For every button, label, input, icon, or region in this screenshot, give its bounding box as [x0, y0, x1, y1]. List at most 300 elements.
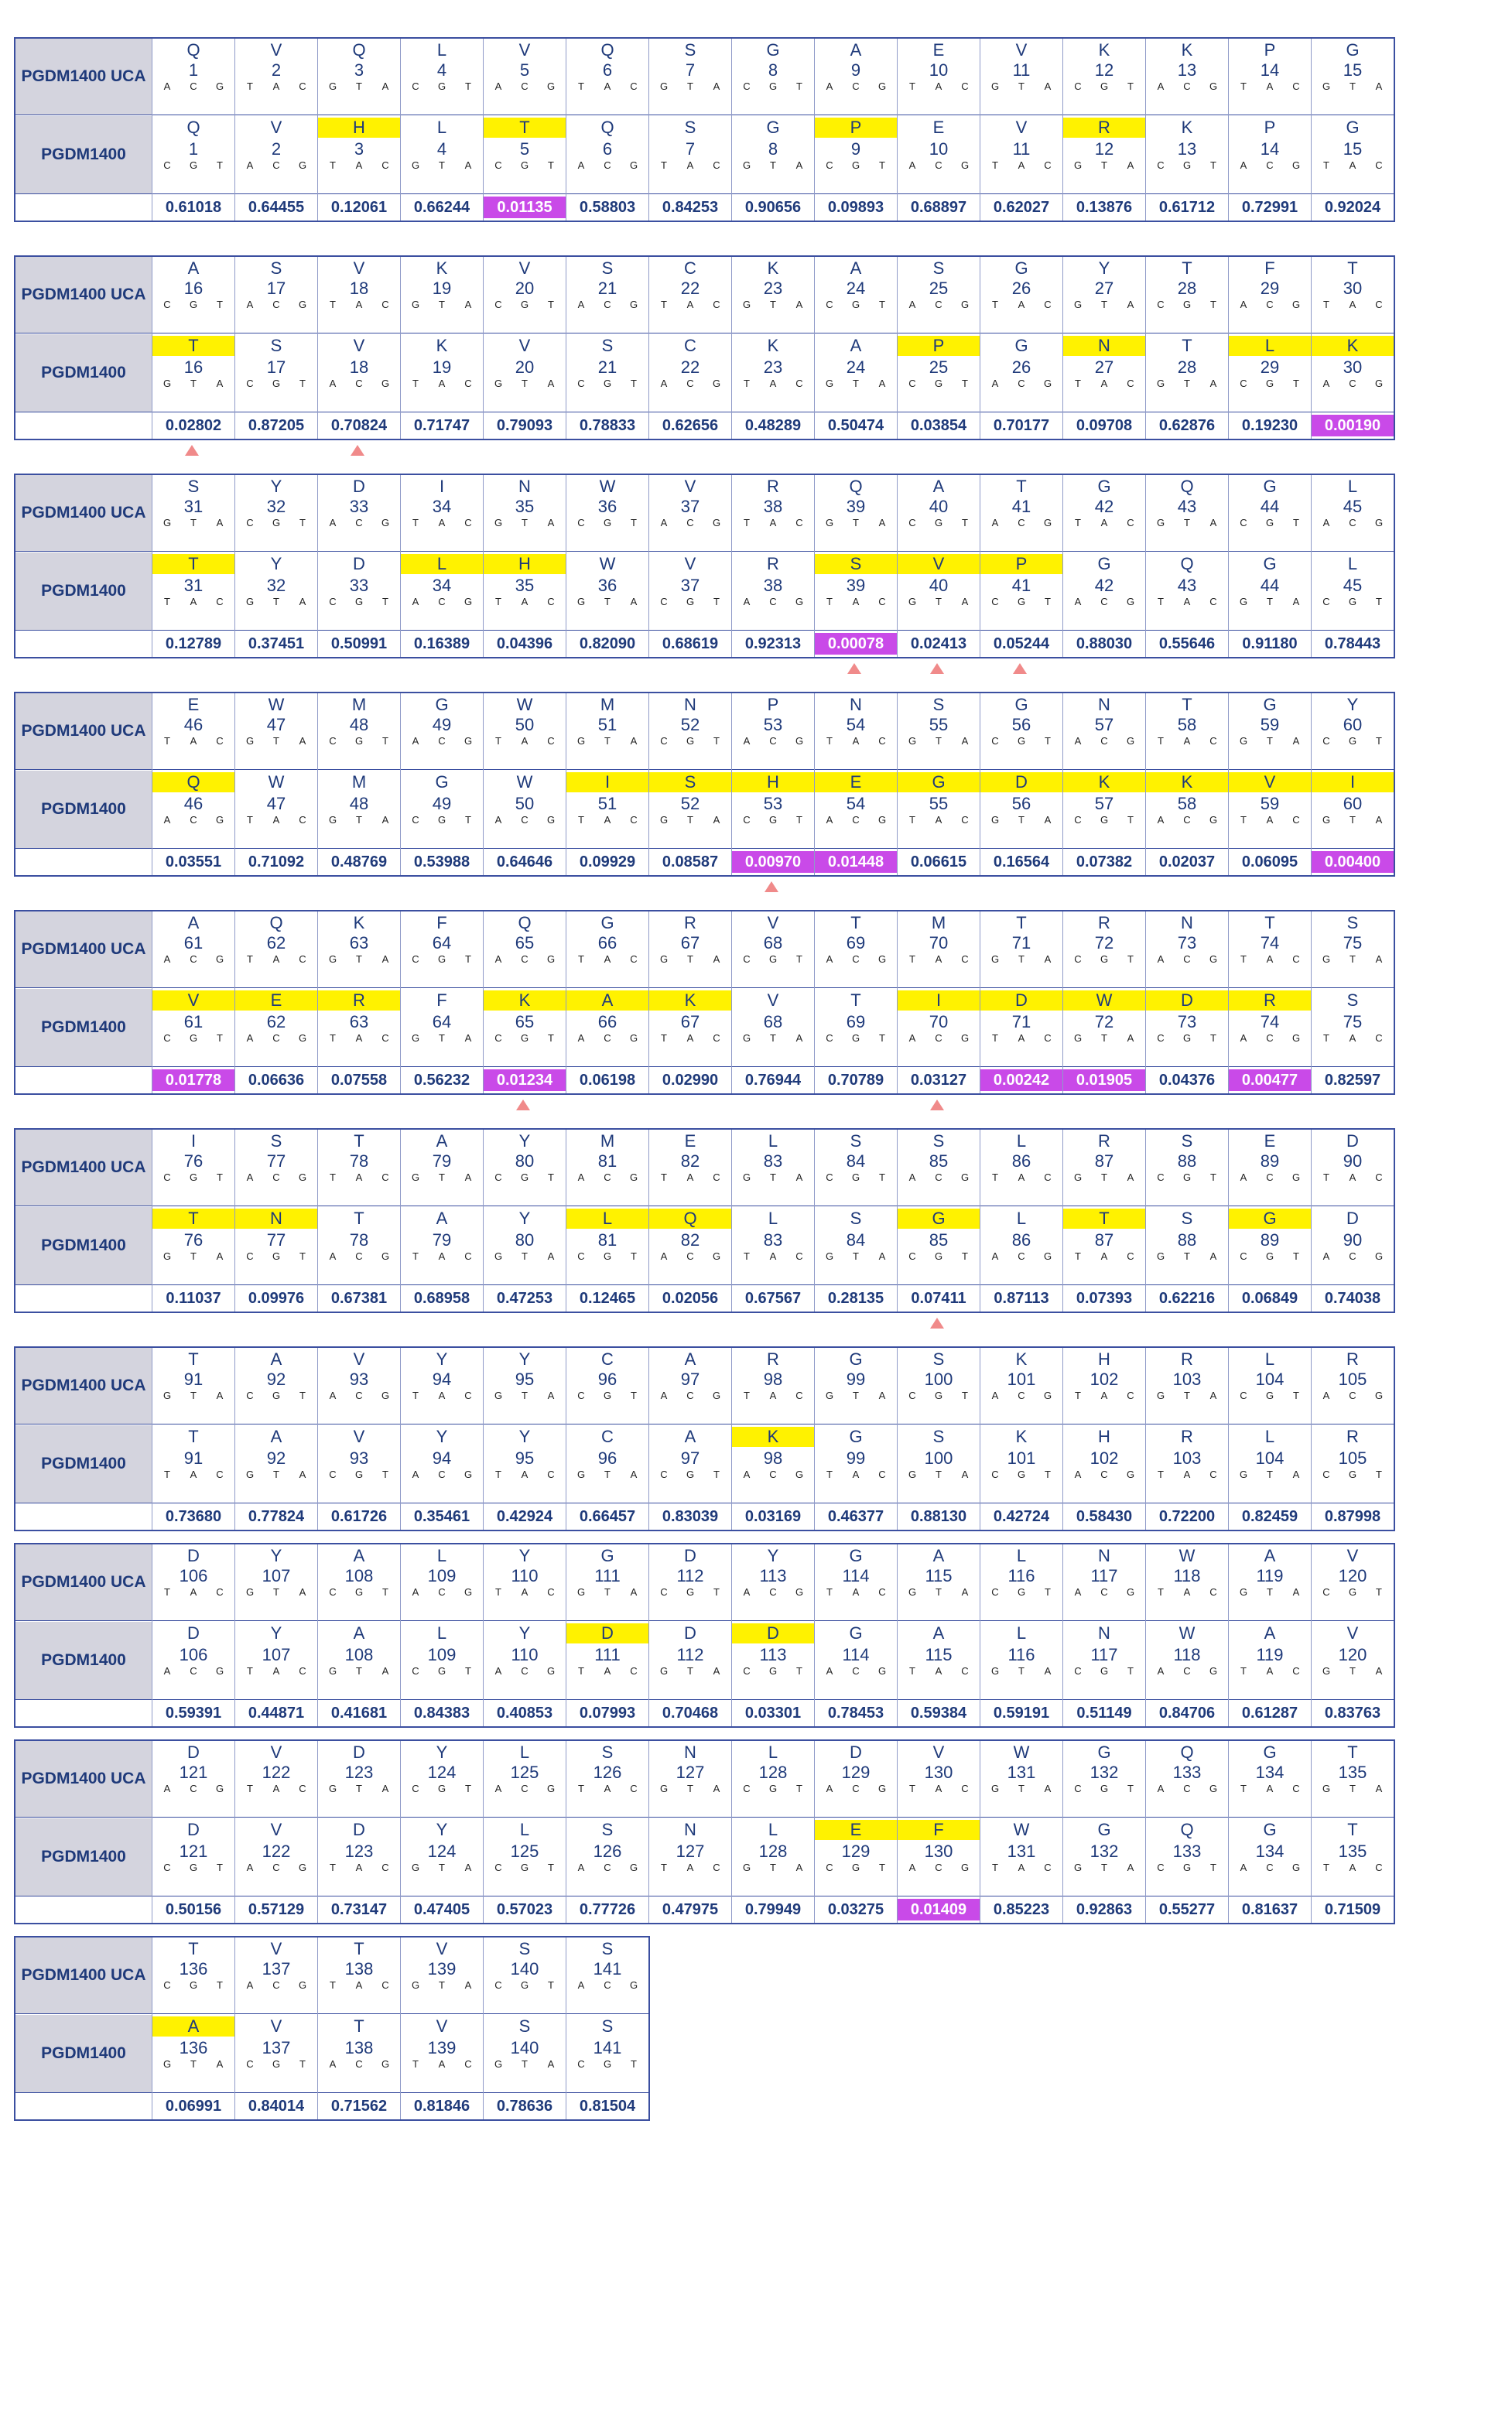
nucleotide: G	[742, 159, 751, 171]
p-value: 0.00078	[815, 633, 897, 655]
uca-position: 90	[1343, 1151, 1363, 1171]
selection-arrow-icon	[765, 881, 778, 892]
mature-residue: Q	[152, 772, 234, 792]
p-value: 0.04376	[1158, 1072, 1216, 1089]
nucleotide: C	[1292, 814, 1300, 826]
uca-codon	[982, 1783, 1061, 1794]
mature-residue: G	[1097, 554, 1111, 573]
uca-residue: G	[1097, 1743, 1111, 1762]
nucleotide: A	[1349, 1862, 1356, 1873]
nucleotide: A	[216, 2058, 224, 2070]
uca-codon	[734, 953, 812, 965]
nucleotide: G	[1348, 1586, 1357, 1598]
nucleotide: T	[796, 953, 802, 965]
residue-column	[1062, 257, 1145, 439]
nucleotide: C	[1100, 735, 1108, 747]
uca-codon	[982, 1171, 1061, 1183]
nucleotide: G	[1374, 1250, 1384, 1262]
residue-column	[317, 1348, 400, 1530]
residue-column	[152, 39, 234, 221]
nucleotide: G	[546, 1783, 556, 1794]
mature-position: 51	[597, 794, 617, 813]
nucleotide: G	[908, 596, 917, 607]
mature-codon	[320, 378, 399, 389]
mature-codon	[568, 596, 647, 607]
nucleotide: G	[272, 1250, 281, 1262]
nucleotide: C	[1044, 159, 1052, 171]
nucleotide: A	[1322, 517, 1330, 528]
nucleotide: G	[1239, 596, 1248, 607]
nucleotide: A	[494, 953, 502, 965]
nucleotide: A	[826, 1665, 833, 1677]
uca-position: 42	[1094, 497, 1114, 516]
p-value: 0.06636	[248, 1072, 305, 1089]
mature-codon	[320, 159, 399, 171]
nucleotide: C	[1183, 1665, 1191, 1677]
residue-column	[1311, 911, 1394, 1093]
uca-position: 128	[758, 1763, 788, 1782]
p-value: 0.50991	[330, 635, 388, 652]
uca-residue: W	[1013, 1743, 1030, 1762]
nucleotide: T	[1240, 1783, 1247, 1794]
uca-position: 39	[846, 497, 866, 516]
nucleotide: G	[960, 159, 970, 171]
mature-codon	[154, 1032, 233, 1044]
uca-codon	[1230, 299, 1309, 310]
uca-residue: P	[1264, 40, 1276, 60]
uca-residue: G	[1263, 477, 1277, 496]
nucleotide: T	[879, 299, 885, 310]
mature-residue: Y	[518, 1427, 531, 1446]
uca-codon	[402, 1171, 481, 1183]
uca-codon	[1148, 1586, 1226, 1598]
mature-codon	[237, 1250, 316, 1262]
nucleotide: C	[604, 159, 611, 171]
nucleotide: A	[381, 814, 389, 826]
mature-residue: W	[1013, 1820, 1030, 1839]
uca-row-label: PGDM1400 UCA	[15, 1937, 152, 2013]
uca-codon	[1313, 299, 1392, 310]
mature-codon	[1313, 596, 1392, 607]
p-value: 0.01135	[484, 197, 566, 218]
uca-residue: E	[684, 1131, 696, 1151]
nucleotide: A	[246, 1862, 254, 1873]
uca-position: 19	[432, 279, 452, 298]
nucleotide: C	[547, 735, 555, 747]
nucleotide: A	[1074, 735, 1082, 747]
uca-residue: T	[1347, 1743, 1358, 1762]
mature-codon	[982, 1032, 1061, 1044]
residue-column	[317, 693, 400, 875]
nucleotide: A	[1209, 1390, 1217, 1401]
mature-codon	[485, 1032, 564, 1044]
nucleotide: A	[630, 735, 638, 747]
nucleotide: G	[768, 814, 778, 826]
mature-residue: I	[566, 772, 648, 792]
nucleotide: C	[1375, 1862, 1383, 1873]
mature-residue: M	[351, 772, 367, 792]
mature-residue: K	[767, 336, 779, 355]
uca-residue: K	[1098, 40, 1110, 60]
p-value: 0.07382	[1076, 853, 1133, 870]
nucleotide: A	[686, 1032, 694, 1044]
nucleotide: G	[411, 299, 420, 310]
mature-residue: P	[815, 118, 897, 138]
mature-codon	[154, 814, 233, 826]
mature-position: 49	[432, 794, 452, 813]
p-value: 0.19230	[1241, 417, 1298, 434]
nucleotide: A	[743, 596, 751, 607]
nucleotide: G	[825, 1250, 834, 1262]
nucleotide: A	[713, 1665, 720, 1677]
uca-codon	[237, 735, 316, 747]
nucleotide: A	[381, 1783, 389, 1794]
mature-position: 1	[188, 139, 199, 159]
mature-position: 29	[1260, 357, 1280, 377]
uca-position: 1	[188, 60, 199, 80]
nucleotide: A	[547, 378, 555, 389]
nucleotide: T	[796, 1783, 802, 1794]
mature-residue: S	[601, 336, 614, 355]
nucleotide: C	[852, 814, 860, 826]
p-value: 0.92863	[1076, 1901, 1133, 1918]
nucleotide: C	[630, 1783, 638, 1794]
uca-position: 20	[515, 279, 535, 298]
mature-row-label: PGDM1400	[15, 552, 152, 630]
residue-column	[980, 1348, 1062, 1530]
residue-column	[731, 693, 814, 875]
mature-position: 7	[685, 139, 696, 159]
uca-residue: T	[1264, 913, 1275, 932]
p-value: 0.50156	[165, 1901, 222, 1918]
uca-residue: E	[932, 40, 945, 60]
uca-codon	[568, 517, 647, 528]
nucleotide: A	[577, 1979, 585, 1991]
residue-column	[1062, 1544, 1145, 1726]
uca-row-label: PGDM1400 UCA	[15, 693, 152, 769]
p-value: 0.78443	[1324, 635, 1381, 652]
p-value: 0.42724	[993, 1508, 1050, 1525]
nucleotide: T	[1210, 299, 1216, 310]
nucleotide: A	[272, 1783, 280, 1794]
mature-codon	[154, 2058, 233, 2070]
nucleotide: C	[686, 1390, 694, 1401]
nucleotide: C	[1018, 1250, 1025, 1262]
nucleotide: T	[382, 596, 388, 607]
nucleotide: C	[1044, 1862, 1052, 1873]
nucleotide: T	[1045, 1586, 1051, 1598]
mature-residue: S	[684, 118, 696, 137]
uca-codon	[982, 735, 1061, 747]
uca-position: 40	[929, 497, 949, 516]
uca-position: 125	[510, 1763, 539, 1782]
nucleotide: C	[577, 1390, 585, 1401]
p-value: 0.58803	[579, 199, 636, 216]
p-value: 0.64455	[248, 199, 305, 216]
uca-position: 89	[1260, 1151, 1280, 1171]
mature-codon	[899, 1469, 978, 1480]
nucleotide: T	[1101, 299, 1107, 310]
nucleotide: G	[1017, 596, 1026, 607]
mature-residue: D	[1346, 1209, 1359, 1228]
uca-residue: M	[931, 913, 946, 932]
nucleotide: A	[1240, 299, 1247, 310]
nucleotide: T	[164, 735, 170, 747]
nucleotide: A	[630, 596, 638, 607]
nucleotide: G	[546, 953, 556, 965]
mature-residue: L	[1016, 1209, 1027, 1228]
uca-codon	[651, 517, 730, 528]
nucleotide: G	[215, 1665, 224, 1677]
mature-residue: K	[484, 990, 566, 1011]
nucleotide: G	[1239, 1469, 1248, 1480]
mature-position: 44	[1260, 576, 1280, 595]
nucleotide: G	[659, 80, 669, 92]
uca-codon	[734, 1586, 812, 1598]
mature-position: 73	[1177, 1012, 1197, 1031]
nucleotide: G	[934, 378, 943, 389]
mature-codon	[1148, 1665, 1226, 1677]
nucleotide: T	[936, 1586, 942, 1598]
mature-residue: L	[401, 554, 483, 574]
nucleotide: G	[1126, 1586, 1135, 1598]
uca-position: 51	[597, 715, 617, 734]
uca-codon	[1313, 1783, 1392, 1794]
p-value: 0.67381	[330, 1290, 388, 1307]
nucleotide: G	[1017, 1469, 1026, 1480]
nucleotide: G	[629, 1032, 638, 1044]
mature-position: 118	[1173, 1645, 1201, 1664]
nucleotide: C	[494, 159, 502, 171]
nucleotide: G	[576, 735, 586, 747]
nucleotide: A	[577, 159, 585, 171]
mature-residue: V	[270, 118, 282, 137]
uca-residue: A	[932, 1546, 945, 1565]
residue-column	[1145, 257, 1228, 439]
p-value: 0.01234	[484, 1069, 566, 1091]
mature-codon	[651, 1032, 730, 1044]
mature-codon	[237, 1665, 316, 1677]
nucleotide: G	[1209, 1783, 1218, 1794]
nucleotide: A	[686, 1171, 694, 1183]
mature-residue: L	[1229, 336, 1311, 356]
residue-column	[1311, 475, 1394, 657]
mature-codon	[320, 1665, 399, 1677]
uca-residue: S	[270, 1131, 282, 1151]
uca-codon	[237, 299, 316, 310]
mature-codon	[734, 1250, 812, 1262]
residue-column	[152, 693, 234, 875]
mature-residue: Q	[649, 1209, 731, 1229]
nucleotide: G	[1348, 596, 1357, 607]
nucleotide: A	[464, 1171, 472, 1183]
uca-position: 137	[262, 1959, 291, 1979]
p-value: 0.87998	[1324, 1508, 1381, 1525]
uca-position: 74	[1260, 933, 1280, 952]
nucleotide: C	[795, 378, 803, 389]
uca-position: 79	[432, 1151, 452, 1171]
nucleotide: T	[465, 1665, 471, 1677]
nucleotide: A	[464, 1032, 472, 1044]
uca-residue: S	[601, 1939, 614, 1958]
uca-codon	[982, 1586, 1061, 1598]
uca-residue: Y	[270, 1546, 282, 1565]
uca-codon	[568, 953, 647, 965]
uca-codon	[154, 953, 233, 965]
nucleotide: G	[298, 299, 307, 310]
residue-column	[814, 1544, 897, 1726]
p-value: 0.70177	[993, 417, 1050, 434]
nucleotide: C	[604, 1032, 611, 1044]
nucleotide: G	[1265, 378, 1274, 389]
residue-column	[648, 1544, 731, 1726]
uca-position: 113	[759, 1566, 787, 1585]
nucleotide: C	[494, 1979, 502, 1991]
residue-column	[980, 1130, 1062, 1312]
nucleotide: T	[217, 1862, 223, 1873]
nucleotide: G	[742, 1862, 751, 1873]
nucleotide: G	[1100, 1783, 1109, 1794]
uca-codon	[237, 1586, 316, 1598]
nucleotide: G	[328, 80, 337, 92]
nucleotide: C	[1157, 1171, 1165, 1183]
uca-residue: Q	[600, 40, 614, 60]
nucleotide: T	[879, 159, 885, 171]
p-value: 0.12061	[330, 199, 388, 216]
nucleotide: T	[1240, 814, 1247, 826]
mature-codon	[1230, 596, 1309, 607]
nucleotide: T	[1158, 1586, 1164, 1598]
selection-arrow-icon	[185, 445, 199, 456]
nucleotide: A	[935, 814, 942, 826]
nucleotide: A	[1375, 80, 1383, 92]
nucleotide: A	[381, 953, 389, 965]
mature-residue: L	[1016, 1623, 1027, 1643]
nucleotide: G	[742, 1032, 751, 1044]
nucleotide: C	[216, 1469, 224, 1480]
nucleotide: G	[162, 517, 172, 528]
nucleotide: C	[961, 1665, 969, 1677]
residue-column	[152, 1130, 234, 1312]
uca-residue: I	[190, 1131, 197, 1151]
nucleotide: G	[960, 1171, 970, 1183]
residue-column	[980, 911, 1062, 1093]
uca-residue: V	[684, 477, 696, 496]
residue-column	[152, 911, 234, 1093]
nucleotide: G	[686, 596, 695, 607]
nucleotide: A	[878, 378, 886, 389]
mature-codon	[1230, 1250, 1309, 1262]
uca-residue: T	[188, 1349, 199, 1369]
nucleotide: G	[272, 2058, 281, 2070]
nucleotide: C	[686, 1250, 694, 1262]
residue-column	[814, 475, 897, 657]
mature-codon	[1230, 1665, 1309, 1677]
mature-residue: K	[1312, 336, 1394, 356]
residue-column	[483, 257, 566, 439]
p-value: 0.06615	[910, 853, 967, 870]
nucleotide: A	[991, 1250, 999, 1262]
uca-codon	[485, 1783, 564, 1794]
nucleotide: G	[960, 1862, 970, 1873]
p-value: 0.88030	[1076, 635, 1133, 652]
uca-residue: G	[435, 695, 449, 714]
nucleotide: C	[878, 735, 886, 747]
uca-codon	[402, 80, 481, 92]
nucleotide: C	[1074, 1783, 1082, 1794]
mature-codon	[237, 2058, 316, 2070]
nucleotide: T	[604, 1469, 611, 1480]
uca-codon	[320, 735, 399, 747]
nucleotide: G	[576, 1469, 586, 1480]
mature-residue: T	[1063, 1209, 1145, 1229]
mature-codon	[1230, 159, 1309, 171]
nucleotide: T	[631, 1250, 637, 1262]
nucleotide: G	[162, 1390, 172, 1401]
uca-codon	[237, 1171, 316, 1183]
p-value: 0.62216	[1158, 1290, 1216, 1307]
uca-position: 121	[179, 1763, 208, 1782]
uca-codon	[154, 1390, 233, 1401]
nucleotide: A	[713, 1783, 720, 1794]
mature-position: 38	[763, 576, 783, 595]
nucleotide: A	[1018, 159, 1025, 171]
mature-residue: G	[435, 772, 449, 792]
nucleotide: T	[1075, 1250, 1081, 1262]
nucleotide: A	[1018, 1862, 1025, 1873]
nucleotide: T	[1293, 378, 1299, 389]
uca-position: 88	[1177, 1151, 1197, 1171]
nucleotide: T	[465, 1783, 471, 1794]
nucleotide: A	[163, 814, 171, 826]
nucleotide: A	[769, 1390, 777, 1401]
uca-residue: S	[1346, 913, 1359, 932]
uca-position: 54	[846, 715, 866, 734]
uca-row-label: PGDM1400 UCA	[15, 911, 152, 987]
uca-codon	[1230, 1783, 1309, 1794]
nucleotide: T	[522, 1390, 528, 1401]
residue-column	[814, 1348, 897, 1530]
mature-codon	[899, 159, 978, 171]
nucleotide: G	[1209, 1665, 1218, 1677]
nucleotide: C	[935, 299, 942, 310]
nucleotide: G	[1073, 1862, 1083, 1873]
residue-column	[152, 1544, 234, 1726]
nucleotide: A	[355, 299, 363, 310]
nucleotide: C	[381, 159, 389, 171]
nucleotide: T	[687, 1783, 693, 1794]
mature-residue: V	[353, 336, 365, 355]
uca-residue: F	[1264, 258, 1275, 278]
uca-position: 11	[1012, 60, 1031, 80]
uca-row-label: PGDM1400 UCA	[15, 1544, 152, 1620]
uca-position: 33	[349, 497, 369, 516]
nucleotide: A	[878, 1250, 886, 1262]
uca-codon	[568, 1586, 647, 1598]
uca-residue: S	[518, 1939, 531, 1958]
uca-residue: T	[354, 1939, 364, 1958]
nucleotide: C	[961, 814, 969, 826]
nucleotide: T	[1158, 1469, 1164, 1480]
p-value: 0.48769	[330, 853, 388, 870]
mature-residue: Y	[436, 1820, 448, 1839]
uca-position: 12	[1094, 60, 1114, 80]
mature-position: 98	[763, 1448, 783, 1468]
nucleotide: C	[1018, 1390, 1025, 1401]
nucleotide: C	[769, 1469, 777, 1480]
p-value: 0.07411	[911, 1290, 966, 1307]
mature-position: 126	[593, 1842, 622, 1861]
